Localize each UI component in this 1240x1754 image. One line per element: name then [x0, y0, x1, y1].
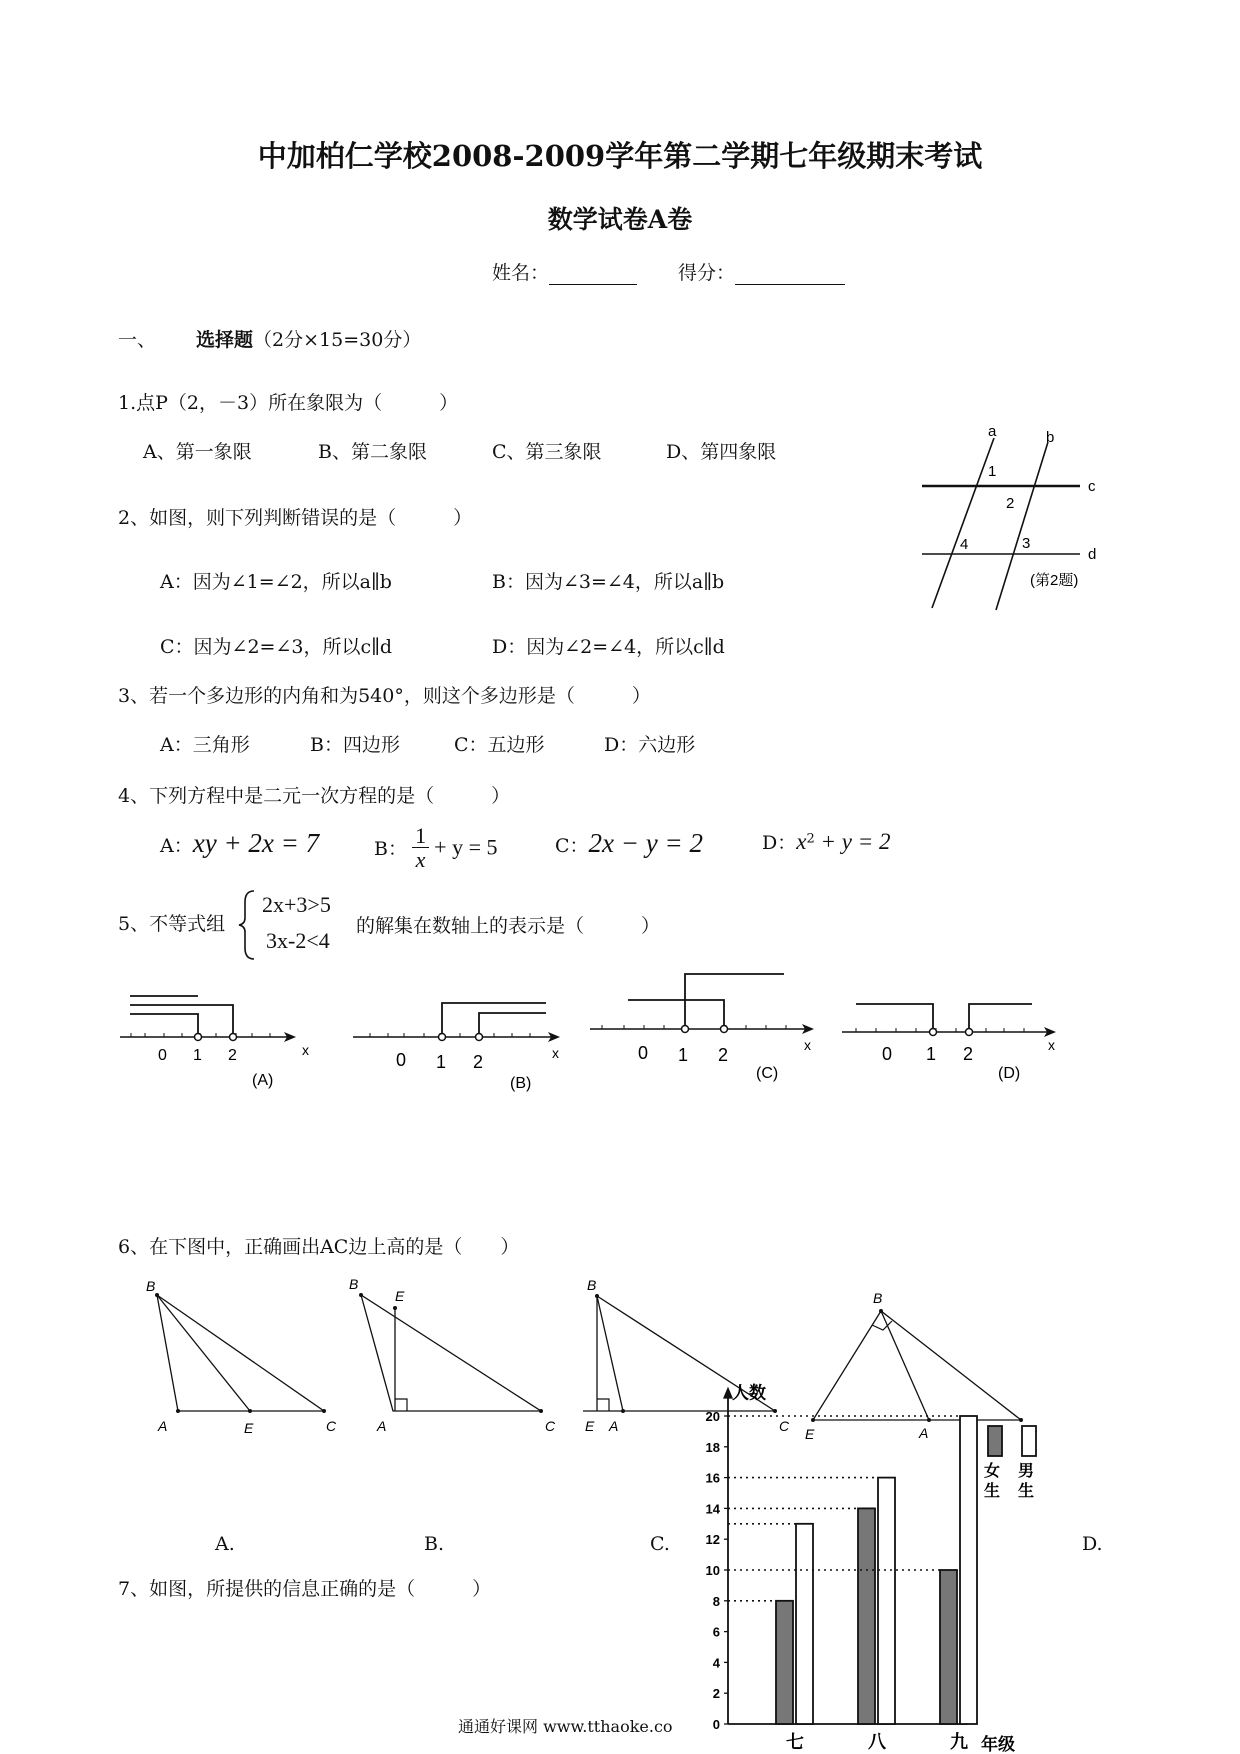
vertex-c: C: [779, 1418, 790, 1434]
tick-label-1: 1: [926, 1044, 937, 1064]
q4-b-fraction: [412, 824, 429, 871]
q2-stem: 2、如图，则下列判断错误的是（ ）: [118, 507, 473, 529]
vertex-a: A: [377, 1418, 387, 1434]
legend-label-char-2: 生: [1018, 1483, 1035, 1500]
axis-label-x: x: [302, 1042, 309, 1058]
name-label: 姓名：: [492, 262, 550, 284]
q4-option-c: [555, 828, 703, 859]
q6-option-d: D.: [1082, 1533, 1103, 1555]
q5-stem-post: 的解集在数轴上的表示是（ ）: [356, 915, 661, 937]
q4-c-label: C：: [555, 835, 589, 857]
label-angle-1: 1: [988, 463, 997, 480]
x-axis-label: 年级: [981, 1735, 1015, 1754]
y-tick-label: 4: [712, 1655, 720, 1671]
q6-option-c: C.: [650, 1533, 670, 1555]
y-tick-label: 12: [705, 1532, 720, 1548]
q5-ineq-2: 3x-2<4: [266, 928, 330, 953]
q5-brace: [236, 888, 258, 962]
vertex-e: E: [244, 1420, 254, 1436]
q4-stem: 4、下列方程中是二元一次方程的是（ ）: [118, 785, 511, 807]
score-blank: [735, 262, 845, 285]
q4-c-expr: 2x − y = 2: [588, 828, 703, 858]
q6-triangle-b: [345, 1275, 565, 1434]
legend-label-char-2: 生: [984, 1483, 1001, 1500]
q6-option-b: B.: [424, 1533, 445, 1555]
q6-stem: 6、在下图中，正确画出AC边上高的是（ ）: [118, 1236, 520, 1258]
q1-stem: 1.点P（2，－3）所在象限为（ ）: [118, 392, 459, 414]
y-tick-label: 2: [712, 1686, 720, 1702]
q5-ineq-1: 2x+3>5: [262, 892, 331, 917]
vertex-a: A: [158, 1418, 168, 1434]
q4-b-numerator: 1: [412, 824, 429, 848]
tick-label-1: 1: [678, 1045, 689, 1065]
tick-label-0: 0: [638, 1043, 649, 1063]
q4-d-sup: 2: [806, 831, 815, 847]
label-angle-2: 2: [1006, 495, 1015, 512]
y-tick-label: 6: [712, 1624, 720, 1640]
q1-option-d: D、第四象限: [666, 441, 777, 463]
vertex-c: C: [326, 1418, 337, 1434]
bar-girls: [776, 1601, 793, 1724]
number-line-c: [588, 960, 828, 1090]
q6-option-a: A.: [215, 1533, 235, 1555]
vertex-e: E: [805, 1426, 815, 1442]
q4-option-d: [762, 828, 890, 855]
tick-label-2: 2: [228, 1047, 237, 1064]
legend-label-char-1: 女: [984, 1463, 1001, 1480]
tick-label-2: 2: [718, 1045, 729, 1065]
figure-caption: (第2题): [1030, 572, 1079, 589]
legend-swatch: [1022, 1426, 1036, 1456]
bar-girls: [940, 1570, 957, 1724]
q2-option-c: C：因为∠2=∠3，所以c∥d: [160, 636, 393, 658]
tick-label-2: 2: [473, 1052, 484, 1072]
tick-label-0: 0: [158, 1047, 167, 1064]
q5-stem-pre: 5、不等式组: [118, 913, 226, 935]
tick-label-2: 2: [963, 1044, 974, 1064]
q1-option-b: B、第二象限: [318, 441, 427, 463]
number-line-a: [112, 970, 332, 1090]
q4-b-denominator: x: [415, 847, 426, 873]
axis-label-x: x: [552, 1045, 559, 1061]
q2-option-b: B：因为∠3=∠4，所以a∥b: [492, 571, 725, 593]
footer-watermark: 通通好课网 www.tthaoke.co: [458, 1717, 673, 1736]
axis-label-x: x: [1048, 1037, 1055, 1053]
q6-triangle-a: [140, 1275, 360, 1436]
section-title: 选择题: [196, 329, 254, 351]
q6-triangle-c: [575, 1275, 805, 1434]
vertex-e: E: [395, 1288, 405, 1304]
legend-label-char-1: 男: [1018, 1463, 1035, 1480]
tick-label-1: 1: [193, 1047, 202, 1064]
tick-label-1: 1: [436, 1052, 447, 1072]
q2-option-d: D：因为∠2=∠4，所以c∥d: [492, 636, 725, 658]
vertex-b: B: [587, 1277, 597, 1293]
q1-option-a: A、第一象限: [143, 441, 252, 463]
y-tick-label: 0: [712, 1717, 720, 1732]
bar-girls: [858, 1508, 875, 1724]
q7-bar-chart: [690, 1383, 1090, 1754]
number-line-b: [348, 970, 568, 1090]
y-tick-label: 16: [705, 1470, 720, 1486]
q4-d-base: x: [796, 829, 807, 854]
y-tick-label: 14: [705, 1501, 720, 1517]
q3-stem: 3、若一个多边形的内角和为540°，则这个多边形是（ ）: [118, 685, 651, 707]
vertex-a: A: [919, 1425, 929, 1441]
q2-figure: [900, 420, 1130, 620]
vertex-e: E: [585, 1418, 595, 1434]
name-field: [492, 258, 637, 285]
caption-c: (C): [756, 1065, 779, 1082]
x-tick-label: 八: [868, 1732, 886, 1752]
line-a: [932, 438, 997, 608]
q6-triangle-d: [805, 1285, 1055, 1442]
y-tick-label: 18: [705, 1439, 720, 1455]
section-note: （2分×15=30分）: [253, 329, 422, 351]
number-line-d: [838, 970, 1078, 1090]
name-blank: [549, 262, 637, 285]
caption-b: (B): [510, 1075, 532, 1092]
label-angle-4: 4: [960, 536, 969, 553]
vertex-c: C: [545, 1418, 556, 1434]
tick-label-0: 0: [396, 1050, 407, 1070]
label-b: b: [1046, 429, 1055, 446]
caption-a: (A): [252, 1072, 274, 1089]
q4-a-expr: xy + 2x = 7: [192, 828, 320, 858]
vertex-b: B: [349, 1276, 359, 1292]
y-tick-label: 20: [705, 1409, 720, 1424]
x-tick-label: 七: [786, 1732, 804, 1752]
q4-option-a: [160, 828, 319, 859]
y-tick-label: 8: [712, 1593, 720, 1609]
axis-label-x: x: [804, 1037, 811, 1053]
caption-d: (D): [998, 1065, 1021, 1082]
bar-boys: [960, 1416, 977, 1724]
q2-option-a: A：因为∠1=∠2，所以a∥b: [160, 571, 392, 593]
bar-boys: [878, 1478, 895, 1724]
score-label: 得分：: [678, 262, 736, 284]
exam-subtitle: 数学试卷A卷: [547, 205, 693, 234]
q4-option-b: [374, 824, 497, 871]
y-tick-label: 10: [705, 1563, 720, 1578]
vertex-b: B: [873, 1290, 883, 1306]
x-tick-label: 九: [950, 1732, 968, 1752]
label-c: c: [1088, 478, 1096, 495]
q7-stem: 7、如图，所提供的信息正确的是（ ）: [118, 1578, 492, 1600]
legend-swatch: [988, 1426, 1002, 1456]
exam-title: 中加柏仁学校2008-2009学年第二学期七年级期末考试: [257, 139, 983, 173]
q4-d-rest: + y = 2: [814, 829, 891, 854]
q3-option-a: A：三角形: [160, 734, 250, 756]
q3-option-b: B：四边形: [310, 734, 400, 756]
section-1-heading: [118, 325, 421, 352]
q4-b-label: B：: [374, 838, 407, 861]
label-a: a: [988, 423, 997, 440]
label-d: d: [1088, 546, 1097, 563]
q1-option-c: C、第三象限: [492, 441, 602, 463]
section-number: 一、: [118, 329, 157, 351]
vertex-b: B: [146, 1278, 156, 1294]
vertex-a: A: [609, 1418, 619, 1434]
q3-option-d: D：六边形: [604, 734, 696, 756]
q3-option-c: C：五边形: [454, 734, 545, 756]
label-angle-3: 3: [1022, 535, 1031, 552]
tick-label-0: 0: [882, 1044, 893, 1064]
q4-a-label: A：: [160, 835, 193, 857]
q4-b-rest: + y = 5: [434, 834, 498, 860]
y-axis-label: 人数: [732, 1383, 766, 1403]
q4-d-label: D：: [762, 832, 797, 854]
score-field: [678, 258, 845, 285]
bar-boys: [796, 1524, 813, 1724]
